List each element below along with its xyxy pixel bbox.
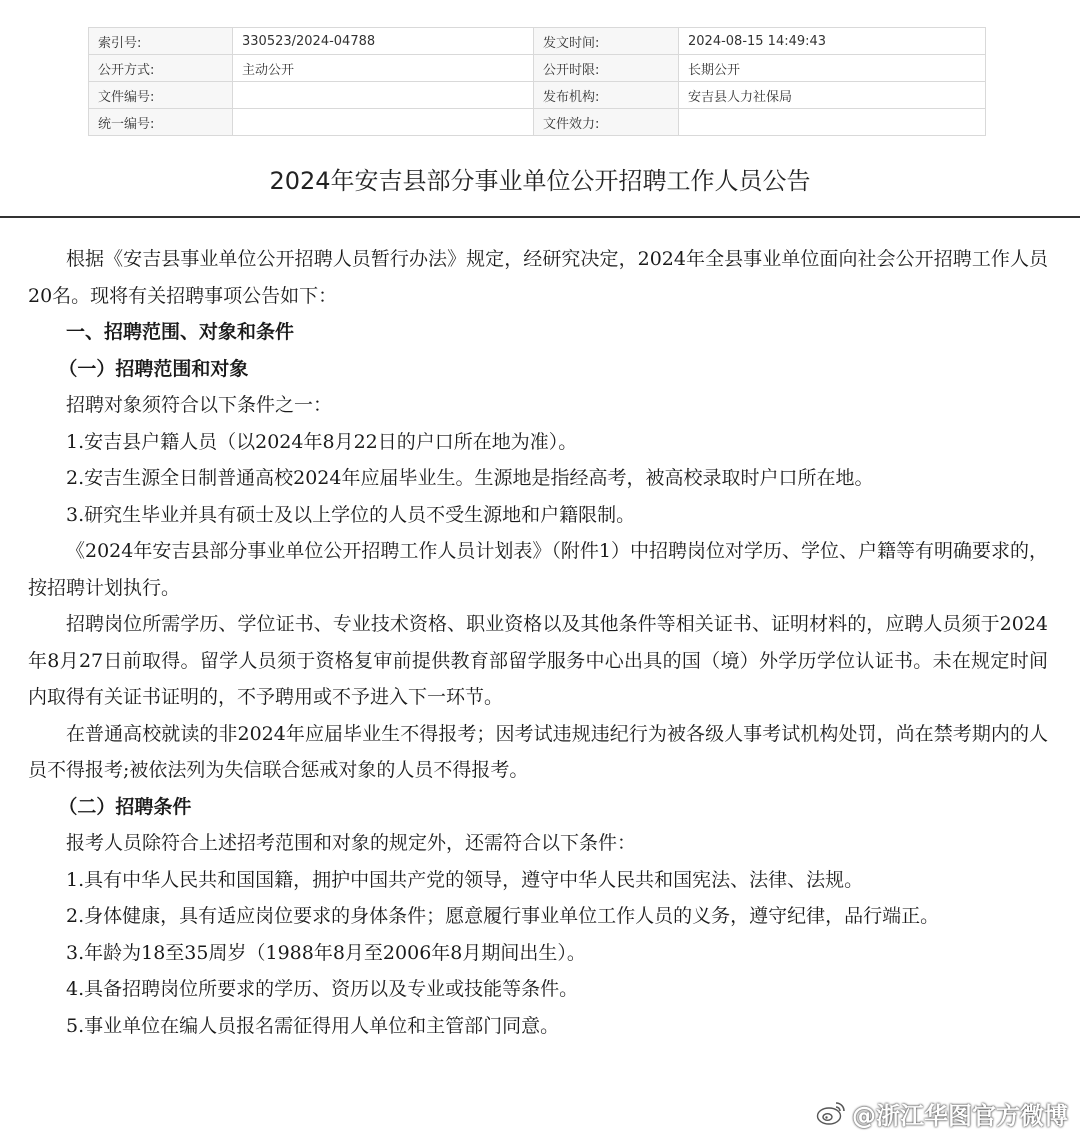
list-item: 2.身体健康，具有适应岗位要求的身体条件；愿意履行事业单位工作人员的义务，遵守纪律，品行端正。 (66, 905, 940, 927)
table-row (89, 82, 986, 109)
info-label: 公开方式: (89, 55, 233, 82)
paragraph: 在普通高校就读的非2024年应届毕业生不得报考；因考试违规违纪行为被各级人事考试机构处罚，尚在禁考期内的人员不得报考;被依法列为失信联合惩戒对象的人员不得报考。 (28, 722, 1048, 781)
table-row (89, 109, 986, 136)
info-label: 统一编号: (89, 109, 233, 136)
list-item: 4.具备招聘岗位所要求的学历、资历以及专业或技能等条件。 (66, 978, 579, 1000)
list-item: 1.安吉县户籍人员（以2024年8月22日的户口所在地为准）。 (66, 430, 578, 453)
info-label: 索引号: (89, 28, 233, 55)
paragraph: 招聘对象须符合以下条件之一： (66, 394, 333, 416)
info-label: 发布机构: (534, 82, 679, 109)
info-label: 文件效力: (534, 109, 679, 136)
info-value (233, 82, 534, 109)
info-label: 发文时间: (534, 28, 679, 55)
subsection-heading: （二）招聘条件 (58, 795, 192, 818)
list-item: 3.年龄为18至35周岁（1988年8月至2006年8月期间出生）。 (66, 941, 586, 964)
info-value (679, 109, 986, 136)
info-value: 安吉县人力社保局 (679, 82, 986, 109)
paragraph: 根据《安吉县事业单位公开招聘人员暂行办法》规定，经研究决定，2024年全县事业单位面向社会公开招聘工作人员20名。现将有关招聘事项公告如下： (28, 248, 1048, 307)
section-heading: 一、招聘范围、对象和条件 (66, 321, 295, 343)
paragraph: 招聘岗位所需学历、学位证书、专业技术资格、职业资格以及其他条件等相关证书、证明材料的，应聘人员须于2024年8月27日前取得。留学人员须于资格复审前提供教育部留学服务中心出具的国（境）外学历学位认证书。未在规定时间内取得有关证书证明的，不予聘用或不予进入下一环节。 (28, 613, 1048, 708)
watermark-text: @浙江华图官方微博 (852, 1101, 1068, 1130)
paragraph: 《2024年安吉县部分事业单位公开招聘工作人员计划表》（附件1）中招聘岗位对学历、学位、户籍等有明确要求的，按招聘计划执行。 (28, 540, 1048, 599)
watermark (816, 1096, 1068, 1130)
list-item: 2.安吉生源全日制普通高校2024年应届毕业生。生源地是指经高考，被高校录取时户口所在地。 (66, 467, 874, 489)
info-label: 公开时限: (534, 55, 679, 82)
document-info-table (88, 27, 986, 136)
table-row (89, 28, 986, 55)
info-value: 长期公开 (679, 55, 986, 82)
info-value (233, 109, 534, 136)
paragraph: 报考人员除符合上述招考范围和对象的规定外，还需符合以下条件： (66, 832, 637, 854)
table-row (89, 55, 986, 82)
info-label: 文件编号: (89, 82, 233, 109)
page-title: 2024年安吉县部分事业单位公开招聘工作人员公告 (269, 167, 811, 195)
info-value: 330523/2024-04788 (233, 28, 534, 55)
subsection-heading: （一）招聘范围和对象 (58, 357, 249, 380)
weibo-icon (816, 1100, 846, 1126)
list-item: 1.具有中华人民共和国国籍，拥护中国共产党的领导，遵守中华人民共和国宪法、法律、法规。 (66, 868, 864, 891)
list-item: 5.事业单位在编人员报名需征得用人单位和主管部门同意。 (66, 1014, 560, 1037)
info-value: 主动公开 (233, 55, 534, 82)
info-value: 2024-08-15 14:49:43 (679, 28, 986, 55)
list-item: 3.研究生毕业并具有硕士及以上学位的人员不受生源地和户籍限制。 (66, 503, 636, 526)
article-body (28, 241, 1048, 1044)
title-divider (0, 216, 1080, 218)
